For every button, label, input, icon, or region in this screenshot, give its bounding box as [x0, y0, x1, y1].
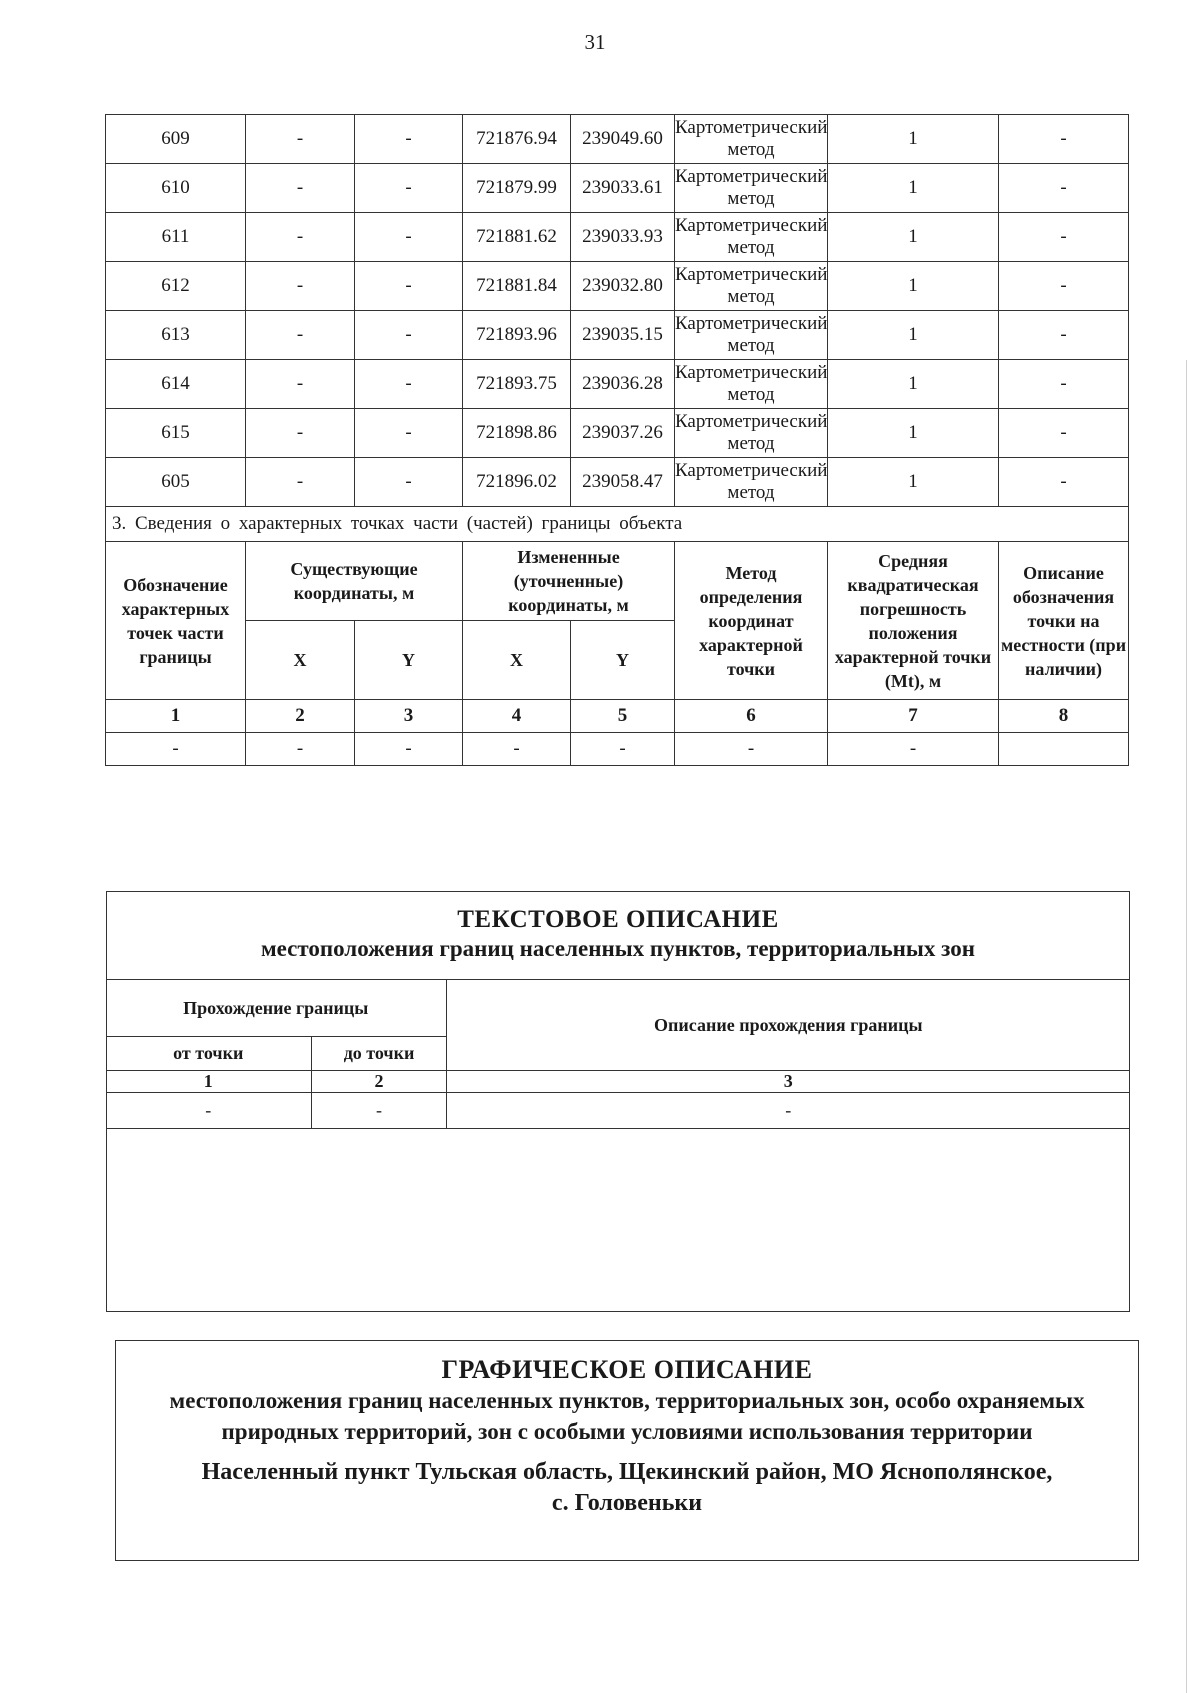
mt-value: 1 [828, 458, 999, 507]
coordinates-table-body [106, 115, 1129, 507]
mt-value: 1 [828, 311, 999, 360]
locality-line-1: Населенный пункт Тульская область, Щекинский район, МО Яснополянское, [201, 1459, 1053, 1485]
page-number: 31 [584, 30, 606, 54]
y-new: 239033.93 [571, 213, 675, 262]
mt-value: 1 [828, 213, 999, 262]
x-new: 721893.96 [463, 311, 571, 360]
method: Картометрический метод [675, 262, 828, 311]
y-new: 239058.47 [571, 458, 675, 507]
y-existing: - [355, 311, 463, 360]
point-description: - [999, 409, 1129, 458]
header-row [106, 542, 1129, 621]
x-existing: - [246, 164, 355, 213]
header-x-existing: X [246, 621, 355, 700]
point-number: 605 [106, 458, 246, 507]
x-new: 721881.62 [463, 213, 571, 262]
point-description: - [999, 311, 1129, 360]
y-existing: - [355, 213, 463, 262]
mt-value: 1 [828, 360, 999, 409]
table-cell: - [675, 733, 828, 766]
point-number: 609 [106, 115, 246, 164]
y-new: 239037.26 [571, 409, 675, 458]
header-mt: Средняя квадратическая погрешность положения характерной точки (Mt), м [828, 542, 999, 700]
y-existing: - [355, 409, 463, 458]
method: Картометрический метод [675, 115, 828, 164]
table-cell: - [246, 733, 355, 766]
point-description: - [999, 360, 1129, 409]
section-title-row [106, 507, 1129, 542]
section-title: 3. Сведения о характерных точках части (частей) границы объекта [106, 507, 1129, 542]
table-cell [999, 733, 1129, 766]
point-number: 615 [106, 409, 246, 458]
header-y-changed: Y [571, 621, 675, 700]
table-cell: - [447, 1093, 1130, 1129]
point-description: - [999, 458, 1129, 507]
y-existing: - [355, 458, 463, 507]
method: Картометрический метод [675, 360, 828, 409]
point-number: 612 [106, 262, 246, 311]
header-changed-coords: Измененные (уточненные) координаты, м [463, 542, 675, 621]
column-number: 1 [106, 1071, 312, 1093]
column-number: 5 [571, 700, 675, 733]
locality-line-2: с. Головеньки [551, 1490, 703, 1516]
y-new: 239036.28 [571, 360, 675, 409]
x-new: 721876.94 [463, 115, 571, 164]
graphic-description-title: ГРАФИЧЕСКОЕ ОПИСАНИЕ [441, 1355, 813, 1384]
mt-value: 1 [828, 164, 999, 213]
x-existing: - [246, 262, 355, 311]
table-row [106, 213, 1129, 262]
y-existing: - [355, 164, 463, 213]
x-existing: - [246, 115, 355, 164]
method: Картометрический метод [675, 311, 828, 360]
boundary-header-row [106, 980, 1130, 1037]
x-new: 721896.02 [463, 458, 571, 507]
table-cell: - [106, 733, 246, 766]
table-row [106, 360, 1129, 409]
x-existing: - [246, 311, 355, 360]
header-existing-coords: Существующие координаты, м [246, 542, 463, 621]
point-description: - [999, 213, 1129, 262]
x-existing: - [246, 458, 355, 507]
table-cell: - [106, 1093, 312, 1129]
table-row [106, 409, 1129, 458]
column-number: 6 [675, 700, 828, 733]
mt-value: 1 [828, 115, 999, 164]
mt-value: 1 [828, 409, 999, 458]
table-row [106, 115, 1129, 164]
x-existing: - [246, 213, 355, 262]
point-number: 613 [106, 311, 246, 360]
x-new: 721879.99 [463, 164, 571, 213]
table-row [106, 458, 1129, 507]
text-description-box [106, 891, 1130, 1312]
x-new: 721893.75 [463, 360, 571, 409]
y-new: 239033.61 [571, 164, 675, 213]
y-new: 239049.60 [571, 115, 675, 164]
header-y-existing: Y [355, 621, 463, 700]
column-number: 1 [106, 700, 246, 733]
header-x-changed: X [463, 621, 571, 700]
graphic-description-box [115, 1340, 1139, 1561]
table-row [106, 262, 1129, 311]
x-existing: - [246, 360, 355, 409]
method: Картометрический метод [675, 458, 828, 507]
column-number: 4 [463, 700, 571, 733]
x-new: 721898.86 [463, 409, 571, 458]
table-cell: - [828, 733, 999, 766]
point-number: 614 [106, 360, 246, 409]
graphic-description-subtitle: местоположения границ населенных пунктов, территориальных зон, особо охраняемых природных территорий, зон с особыми условиями использования территории [169, 1388, 1085, 1444]
table-cell: - [355, 733, 463, 766]
passage-description-header: Описание прохождения границы [447, 980, 1130, 1071]
coordinates-table [105, 114, 1129, 766]
point-description: - [999, 115, 1129, 164]
y-existing: - [355, 360, 463, 409]
method: Картометрический метод [675, 213, 828, 262]
y-new: 239032.80 [571, 262, 675, 311]
header-point: Обозначение характерных точек части границы [106, 542, 246, 700]
table-cell: - [312, 1093, 447, 1129]
method: Картометрический метод [675, 409, 828, 458]
header-description: Описание обозначения точки на местности (при наличии) [999, 542, 1129, 700]
from-point-header: от точки [106, 1037, 312, 1071]
text-description-subtitle: местоположения границ населенных пунктов, территориальных зон [261, 936, 975, 961]
column-number: 3 [355, 700, 463, 733]
column-number: 7 [828, 700, 999, 733]
boundary-passage-header: Прохождение границы [106, 980, 447, 1037]
boundary-data-row [106, 1093, 1130, 1129]
empty-data-row [106, 733, 1129, 766]
column-numbers-row [106, 700, 1129, 733]
column-number: 3 [447, 1071, 1130, 1093]
point-description: - [999, 164, 1129, 213]
column-number: 2 [246, 700, 355, 733]
text-description-title: ТЕКСТОВОЕ ОПИСАНИЕ [457, 906, 779, 933]
boundary-numbers-row [106, 1071, 1130, 1093]
point-number: 610 [106, 164, 246, 213]
scan-edge-line [1186, 360, 1187, 1693]
boundary-table [106, 979, 1130, 1129]
y-existing: - [355, 262, 463, 311]
table-cell: - [463, 733, 571, 766]
table-cell: - [571, 733, 675, 766]
x-existing: - [246, 409, 355, 458]
method: Картометрический метод [675, 164, 828, 213]
column-number: 8 [999, 700, 1129, 733]
header-method: Метод определения координат характерной точки [675, 542, 828, 700]
column-number: 2 [312, 1071, 447, 1093]
to-point-header: до точки [312, 1037, 447, 1071]
y-existing: - [355, 115, 463, 164]
table-row [106, 164, 1129, 213]
x-new: 721881.84 [463, 262, 571, 311]
point-number: 611 [106, 213, 246, 262]
table-row [106, 311, 1129, 360]
mt-value: 1 [828, 262, 999, 311]
point-description: - [999, 262, 1129, 311]
y-new: 239035.15 [571, 311, 675, 360]
